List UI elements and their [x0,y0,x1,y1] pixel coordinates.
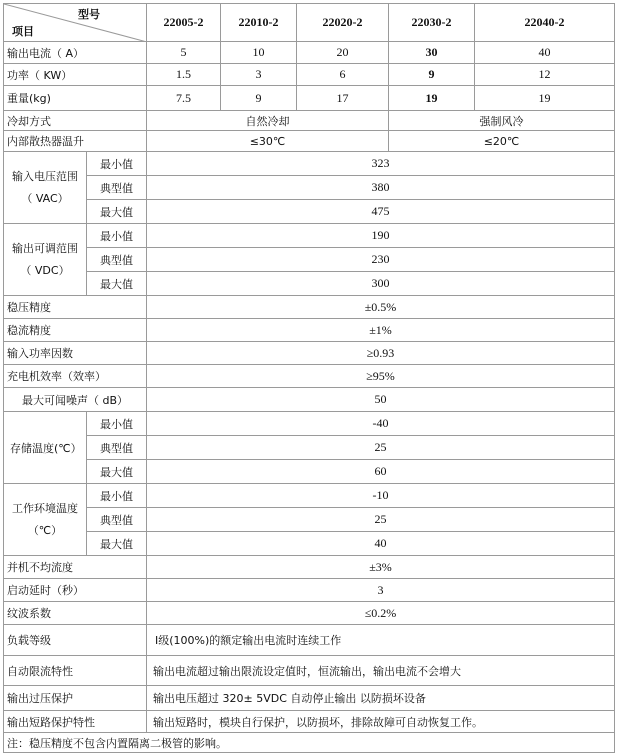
cell-value: 230 [147,248,615,272]
cell-value: 6 [297,64,389,86]
sub-label: 最大值 [87,532,147,556]
note-row [4,733,615,753]
row-label: 重量(kg) [4,86,147,111]
table-row [4,579,615,602]
table-row [4,342,615,365]
model-header: 22030-2 [389,4,475,42]
table-row [4,711,615,733]
table-row [4,436,615,460]
cell-value: ≤30℃ [147,131,389,152]
cell-value: Ⅰ级(100%)的额定输出电流时连续工作 [147,625,615,656]
row-label: 最大可闻噪声（ dB） [4,388,147,412]
cell-value: ≤0.2% [147,602,615,625]
table-row [4,152,615,176]
model-header: 22005-2 [147,4,221,42]
table-row [4,176,615,200]
table-row [4,388,615,412]
model-label: 型号 [78,8,100,21]
row-label: 充电机效率（效率） [4,365,147,388]
cell-value: 40 [147,532,615,556]
sub-label: 最小值 [87,224,147,248]
row-label: 稳流精度 [4,319,147,342]
cell-value: 12 [475,64,615,86]
table-row [4,131,615,152]
row-label: 功率（ KW） [4,64,147,86]
header-row [4,4,615,42]
model-header: 22020-2 [297,4,389,42]
table-row [4,625,615,656]
table-row [4,319,615,342]
cell-value: 9 [221,86,297,111]
cell-value: 3 [221,64,297,86]
cell-value: 20 [297,42,389,64]
table-row [4,686,615,711]
table-row [4,86,615,111]
cell-value: 输出电流超过输出限流设定值时，恒流输出，输出电流不会增大 [147,656,615,686]
table-row [4,272,615,296]
table-row [4,42,615,64]
cell-value: 25 [147,508,615,532]
table-row [4,602,615,625]
table-row [4,412,615,436]
item-label: 项目 [12,25,34,38]
cell-value: ±0.5% [147,296,615,319]
group-label: 输入电压范围（ VAC） [4,152,87,224]
cell-value: 300 [147,272,615,296]
cell-value: 7.5 [147,86,221,111]
sub-label: 最小值 [87,412,147,436]
row-label: 稳压精度 [4,296,147,319]
cell-value: 40 [475,42,615,64]
sub-label: 典型值 [87,176,147,200]
table-row [4,532,615,556]
model-header: 22010-2 [221,4,297,42]
row-label: 输出过压保护 [4,686,147,711]
table-row [4,111,615,131]
cell-value: 17 [297,86,389,111]
row-label: 内部散热器温升 [4,131,147,152]
group-label: 工作环境温度（℃） [4,484,87,556]
table-row [4,365,615,388]
cell-value: ±1% [147,319,615,342]
row-label: 输入功率因数 [4,342,147,365]
row-label: 输出短路保护特性 [4,711,147,733]
sub-label: 最大值 [87,460,147,484]
table-row [4,460,615,484]
row-label: 纹波系数 [4,602,147,625]
sub-label: 最大值 [87,200,147,224]
cell-value: ≥0.93 [147,342,615,365]
cell-value: 强制风冷 [389,111,615,131]
cell-value: 60 [147,460,615,484]
cell-value: -10 [147,484,615,508]
table-row [4,200,615,224]
row-label: 自动限流特性 [4,656,147,686]
table-row [4,224,615,248]
cell-value: 9 [389,64,475,86]
table-row [4,656,615,686]
cell-value: 5 [147,42,221,64]
row-label: 启动延时（秒） [4,579,147,602]
table-row [4,484,615,508]
cell-value: 30 [389,42,475,64]
sub-label: 典型值 [87,436,147,460]
cell-value: 输出短路时，模块自行保护，以防损坏，排除故障可自动恢复工作。 [147,711,615,733]
row-label: 冷却方式 [4,111,147,131]
table-row [4,556,615,579]
header-corner-cell [4,4,147,42]
cell-value: 自然冷却 [147,111,389,131]
cell-value: 19 [475,86,615,111]
table-row [4,508,615,532]
model-header: 22040-2 [475,4,615,42]
cell-value: 10 [221,42,297,64]
cell-value: 19 [389,86,475,111]
cell-value: 输出电压超过 320± 5VDC 自动停止输出 以防损坏设备 [147,686,615,711]
sub-label: 典型值 [87,508,147,532]
cell-value: 475 [147,200,615,224]
cell-value: -40 [147,412,615,436]
row-label: 输出电流（ A） [4,42,147,64]
row-label: 负载等级 [4,625,147,656]
cell-value: 190 [147,224,615,248]
cell-value: 323 [147,152,615,176]
spec-table [3,3,615,753]
cell-value: ≥95% [147,365,615,388]
cell-value: 3 [147,579,615,602]
group-label: 存储温度(℃） [4,412,87,484]
table-row [4,296,615,319]
cell-value: ±3% [147,556,615,579]
cell-value: ≤20℃ [389,131,615,152]
table-row [4,248,615,272]
group-label: 输出可调范围（ VDC） [4,224,87,296]
row-label: 并机不均流度 [4,556,147,579]
sub-label: 最大值 [87,272,147,296]
table-row [4,64,615,86]
sub-label: 最小值 [87,484,147,508]
footnote: 注：稳压精度不包含内置隔离二极管的影响。 [4,733,615,753]
cell-value: 50 [147,388,615,412]
sub-label: 最小值 [87,152,147,176]
cell-value: 25 [147,436,615,460]
sub-label: 典型值 [87,248,147,272]
cell-value: 1.5 [147,64,221,86]
cell-value: 380 [147,176,615,200]
